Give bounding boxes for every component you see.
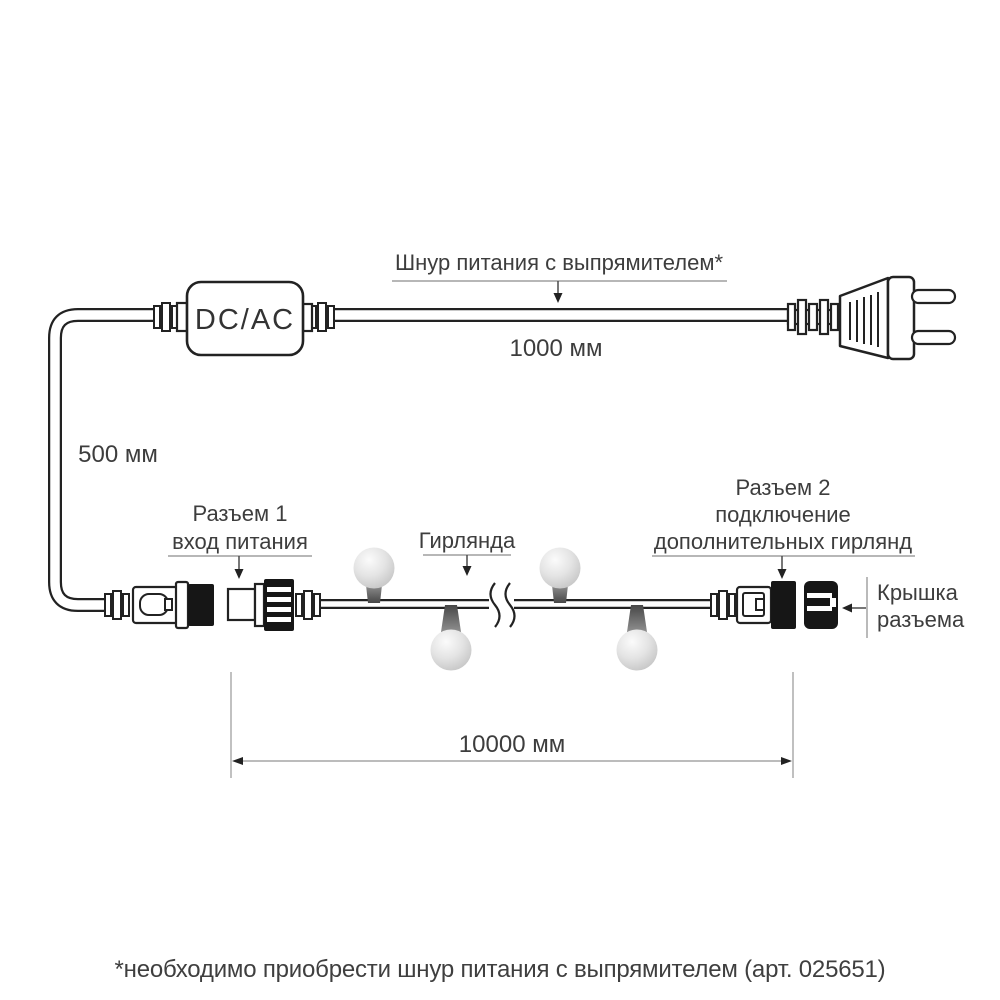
wire-break-squiggle (491, 583, 500, 627)
lead-length-label: 500 мм (78, 441, 158, 468)
connector-1 (228, 579, 320, 631)
garland-label: Гирлянда (418, 528, 516, 553)
down-arrow-icon (554, 293, 563, 303)
bulb-up-1 (354, 548, 395, 604)
bulb-down-2 (617, 605, 658, 671)
strain-relief (711, 591, 735, 619)
label-connector-2 (652, 475, 915, 579)
strain-relief (296, 591, 320, 619)
connector-cap (804, 581, 838, 629)
power-cord-length: 1000 мм (509, 335, 603, 362)
down-arrow-icon (235, 569, 244, 579)
connector-2 (711, 581, 796, 629)
strain-relief (154, 303, 178, 331)
connector1-label-line2: вход питания (172, 529, 308, 554)
connector1-label-line1: Разъем 1 (192, 501, 288, 526)
plug-prong (912, 290, 955, 303)
converter-label: DC/AC (194, 304, 296, 336)
label-garland (419, 528, 516, 576)
connector-key (140, 594, 168, 615)
dc-ac-converter (154, 282, 334, 355)
plug-prong (912, 331, 955, 344)
down-arrow-icon (463, 566, 472, 576)
label-connector-cap (842, 577, 965, 638)
bulb-down-1 (431, 605, 472, 671)
strain-relief (788, 300, 838, 334)
connector2-label-line2: подключение (715, 502, 851, 527)
cap-label-line2: разъема (877, 607, 965, 632)
cap-label-line1: Крышка (877, 580, 958, 605)
down-arrow-icon (778, 569, 787, 579)
left-arrow-icon (232, 757, 243, 765)
left-arrow-icon (842, 604, 852, 613)
wire-break-squiggle (506, 583, 515, 627)
label-connector-1 (168, 501, 312, 579)
strain-relief (310, 303, 334, 331)
connector2-label-line3: дополнительных гирлянд (653, 529, 913, 554)
strain-relief (105, 591, 129, 619)
lead-male-connector (105, 582, 214, 628)
connector2-label-line1: Разъем 2 (735, 475, 831, 500)
power-plug (788, 277, 955, 359)
power-cord-label: Шнур питания с выпрямителем* (394, 250, 724, 275)
knurled-ring (771, 581, 796, 629)
bulb-up-2 (540, 548, 581, 604)
label-power-cord (392, 250, 727, 362)
dimension-garland-length (231, 672, 793, 778)
garland-length-label: 10000 мм (458, 731, 566, 758)
knurled-ring (188, 584, 214, 626)
knurled-nut (264, 579, 294, 631)
footnote: *необходимо приобрести шнур питания с выпрямителем (арт. 025651) (114, 956, 886, 983)
right-arrow-icon (781, 757, 792, 765)
